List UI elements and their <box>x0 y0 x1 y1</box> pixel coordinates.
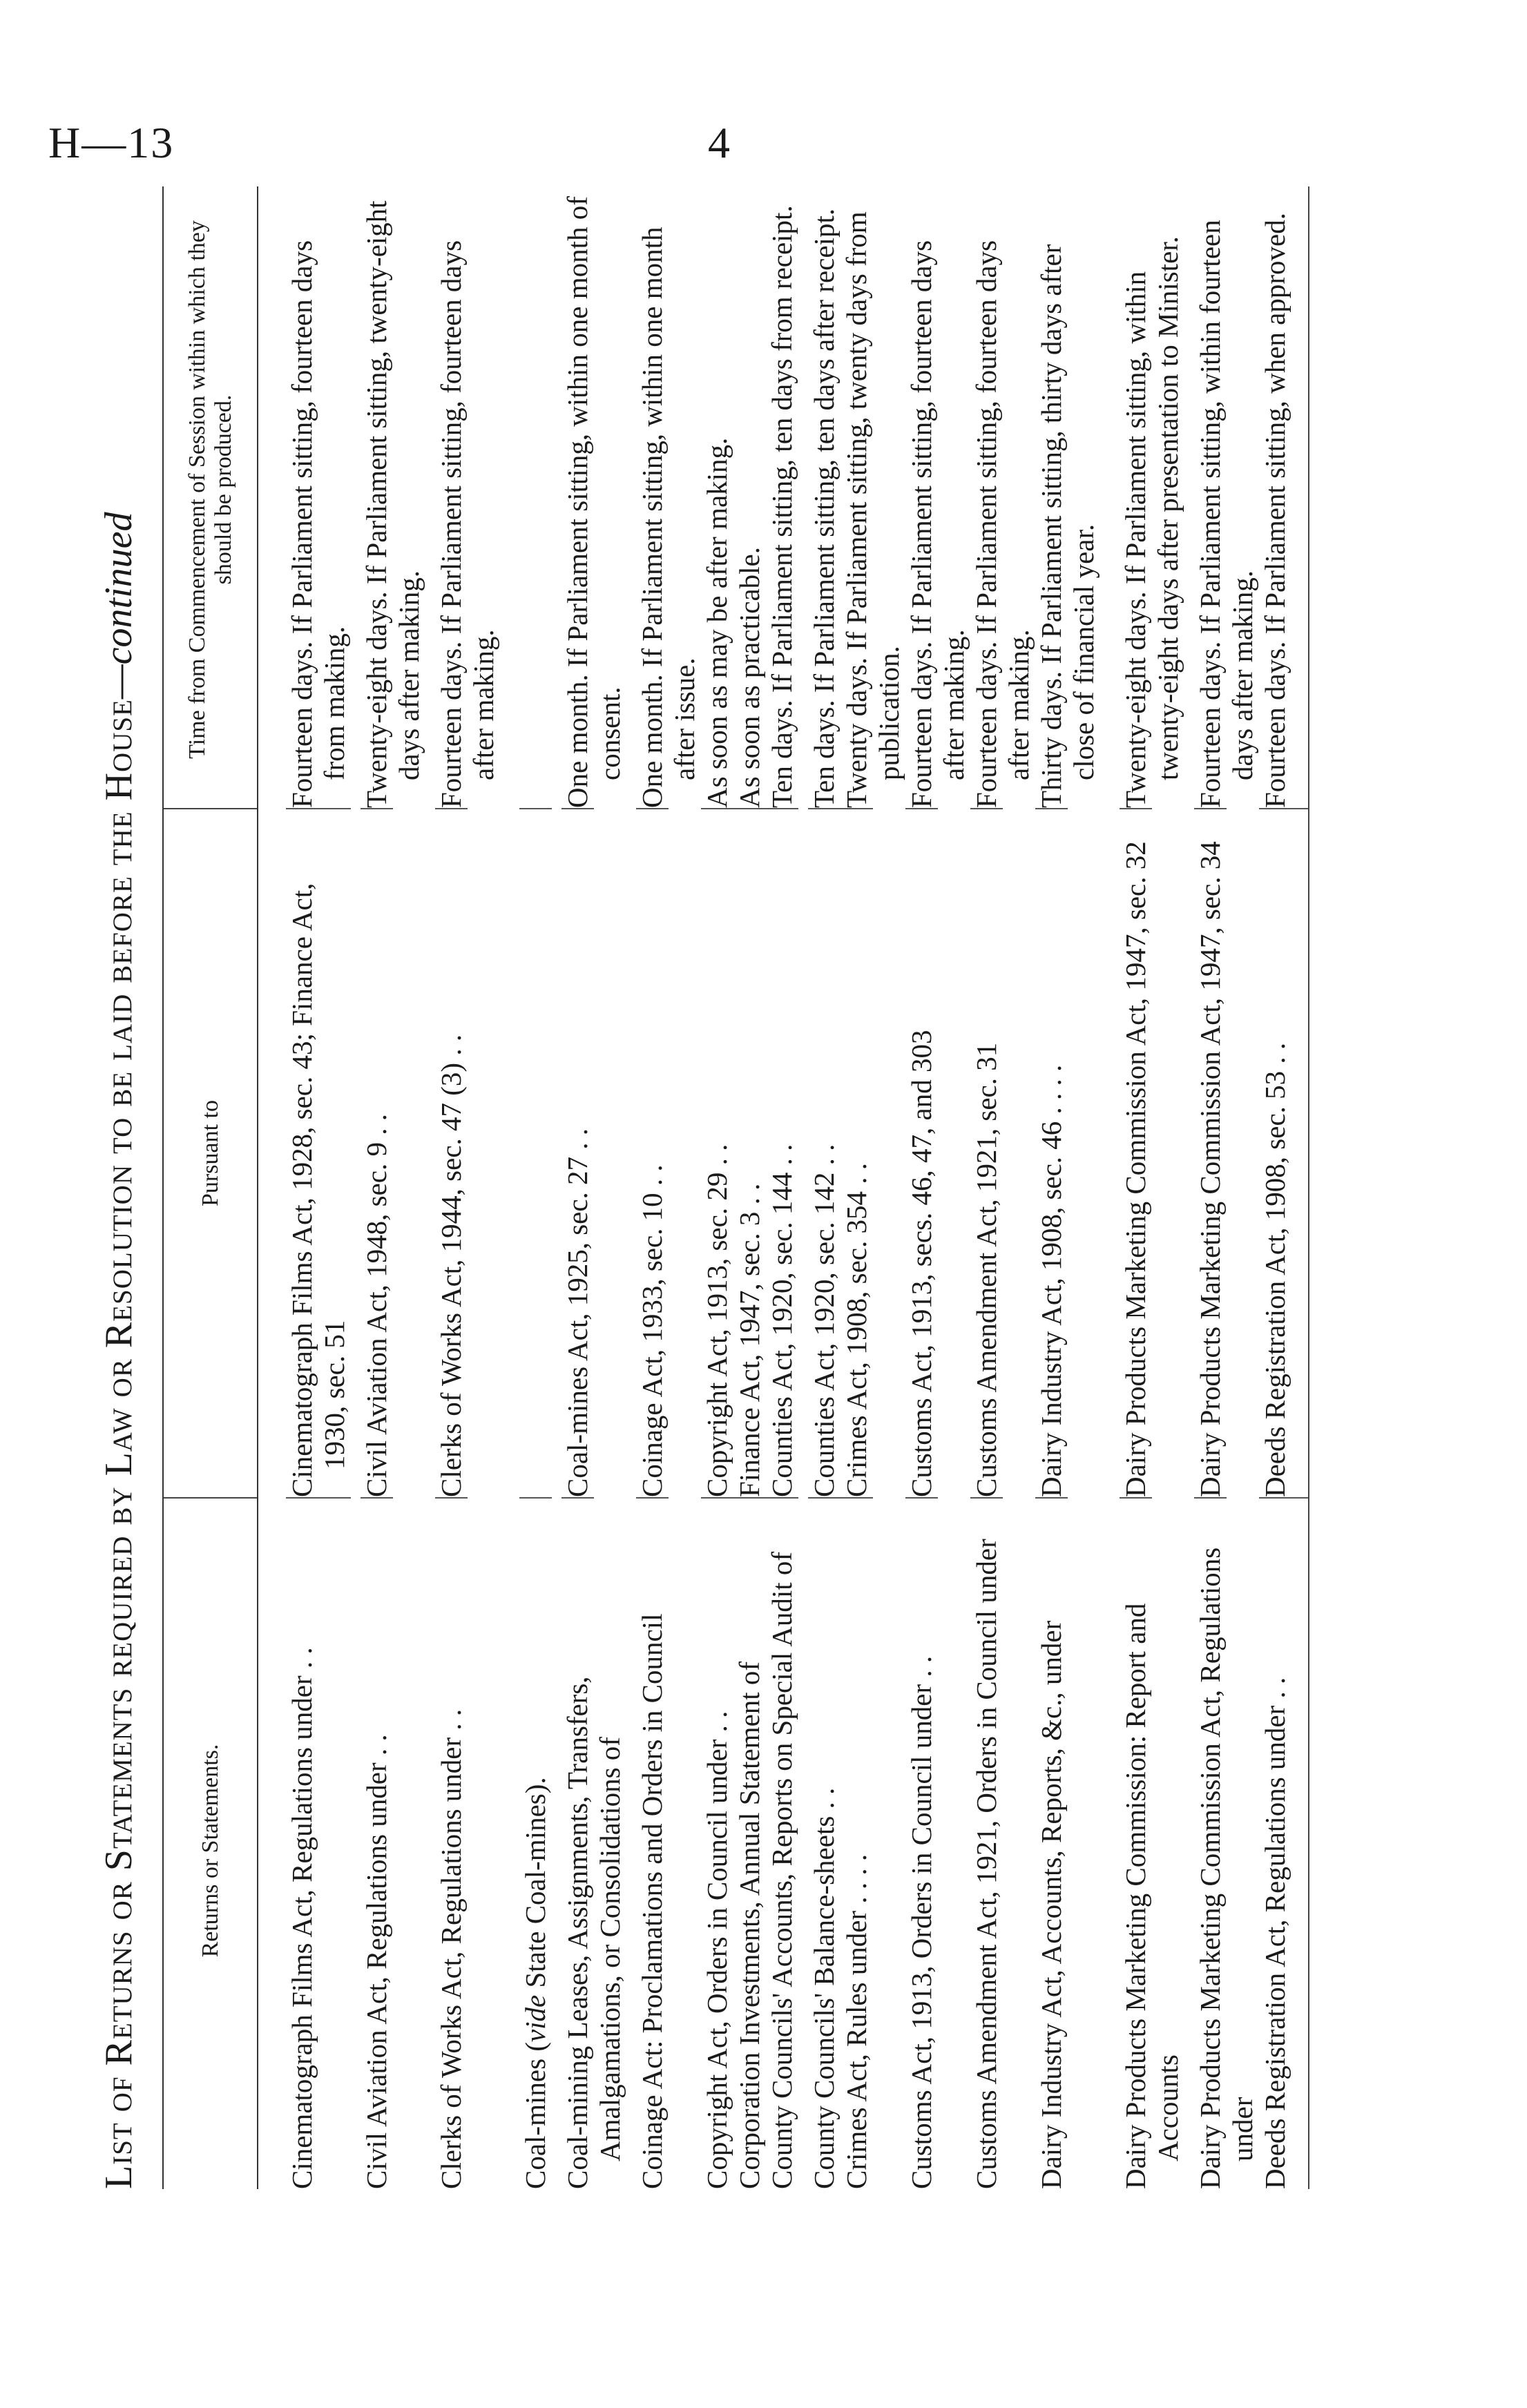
returns-cell: Dairy Products Marketing Commission Act, Regulations under <box>1194 1547 1258 2189</box>
time-cell: Ten days. If Parliament sitting, ten days from receipt. <box>766 205 798 808</box>
table-row <box>766 186 798 2189</box>
table-header <box>162 186 258 2189</box>
pursuant-cell: Dairy Products Marketing Commission Act, 1947, sec. 32 <box>1120 808 1152 1499</box>
table-row <box>841 186 905 2189</box>
pursuant-cell: Counties Act, 1920, sec. 144 . . <box>766 808 798 1499</box>
time-cell <box>519 186 552 808</box>
pursuant-cell: Counties Act, 1920, sec. 142 . . <box>808 808 841 1499</box>
table-row <box>701 186 733 2189</box>
pursuant-cell: Deeds Registration Act, 1908, sec. 53 . . <box>1259 808 1291 1499</box>
table-row <box>733 186 766 2189</box>
rotated-table-page <box>97 186 1409 2189</box>
table-row <box>1194 186 1259 2189</box>
table-row <box>636 186 701 2189</box>
time-cell: As soon as may be after making. <box>701 437 733 808</box>
time-cell: Thirty days. If Parliament sitting, thirty days after close of financial year. <box>1035 244 1099 808</box>
time-cell: Fourteen days. If Parliament sitting, fourteen days after making. <box>435 240 499 808</box>
time-cell: Fourteen days. If Parliament sitting, fourteen days from making. <box>286 240 350 808</box>
pursuant-cell: Dairy Industry Act, 1908, sec. 46 . . . . <box>1035 808 1068 1499</box>
pursuant-cell: Dairy Products Marketing Commission Act, 1947, sec. 34 <box>1194 808 1227 1499</box>
returns-cell: Corporation Investments, Annual Statement of <box>733 1661 765 2189</box>
returns-cell: Coal-mining Leases, Assignments, Transfers, Amalgamations, or Consolidations of <box>561 1676 626 2189</box>
pursuant-cell: Customs Amendment Act, 1921, sec. 31 <box>970 808 1003 1499</box>
returns-cell: Clerks of Works Act, Regulations under . . <box>435 1708 467 2189</box>
table-row <box>519 186 552 2189</box>
table-row <box>435 186 500 2189</box>
header-pursuant: Pursuant to <box>164 808 257 1499</box>
returns-cell: Deeds Registration Act, Regulations under . . <box>1259 1677 1291 2189</box>
returns-cell: County Councils' Accounts, Reports on Special Audit of <box>766 1551 798 2189</box>
page-title <box>97 186 141 2189</box>
time-cell: Fourteen days. If Parliament sitting, when approved. <box>1259 213 1291 808</box>
table-row <box>905 186 970 2189</box>
time-cell: Twenty-eight days. If Parliament sitting, twenty-eight days after making. <box>361 200 425 808</box>
time-cell: Twenty days. If Parliament sitting, twenty days from publication. <box>841 211 905 808</box>
table-row <box>970 186 1035 2189</box>
returns-cell: Customs Amendment Act, 1921, Orders in Council under <box>970 1539 1002 2189</box>
returns-cell: County Councils' Balance-sheets . . <box>808 1787 840 2189</box>
time-cell: Ten days. If Parliament sitting, ten days after receipt. <box>808 208 840 808</box>
time-cell: As soon as practicable. <box>733 547 765 808</box>
table-row <box>286 186 351 2189</box>
table-row <box>561 186 626 2189</box>
pursuant-cell <box>519 808 552 1499</box>
time-cell: Twenty-eight days. If Parliament sitting, within twenty-eight days after presentation to Minister. <box>1120 236 1184 808</box>
pursuant-cell: Civil Aviation Act, 1948, sec. 9 . . <box>361 808 393 1499</box>
pursuant-cell: Finance Act, 1947, sec. 3 . . <box>733 808 766 1499</box>
table-row <box>1120 186 1184 2189</box>
pursuant-cell: Coal-mines Act, 1925, sec. 27 . . <box>561 808 594 1499</box>
returns-cell: Cinematograph Films Act, Regulations under . . <box>286 1647 318 2189</box>
returns-cell: Dairy Industry Act, Accounts, Reports, &c., under <box>1035 1620 1067 2189</box>
returns-cell: Coinage Act: Proclamations and Orders in Council <box>636 1613 668 2189</box>
pursuant-cell: Customs Act, 1913, secs. 46, 47, and 303 <box>905 808 938 1499</box>
title-main: List of Returns or Statements required by Law or Resolution to be laid before the House <box>97 699 140 2189</box>
pursuant-cell: Clerks of Works Act, 1944, sec. 47 (3) . . <box>435 808 468 1499</box>
returns-cell: Dairy Products Marketing Commission: Report and Accounts <box>1120 1603 1184 2189</box>
returns-cell: Copyright Act, Orders in Council under . . <box>701 1711 733 2189</box>
table-row <box>1035 186 1100 2189</box>
pursuant-cell: Copyright Act, 1913, sec. 29 . . <box>701 808 733 1499</box>
time-cell: Fourteen days. If Parliament sitting, fourteen days after making. <box>905 240 970 808</box>
time-cell: One month. If Parliament sitting, within one month after issue. <box>636 227 700 808</box>
time-cell: Fourteen days. If Parliament sitting, fourteen days after making. <box>970 240 1035 808</box>
returns-cell: Customs Act, 1913, Orders in Council under . . <box>905 1655 937 2189</box>
pursuant-cell: Crimes Act, 1908, sec. 354 . . <box>841 808 873 1499</box>
returns-cell: Civil Aviation Act, Regulations under . . <box>361 1734 392 2189</box>
page-series: H—13 <box>48 118 175 167</box>
returns-cell: Crimes Act, Rules under . . . . <box>841 1853 872 2189</box>
time-cell: Fourteen days. If Parliament sitting, within fourteen days after making. <box>1194 220 1258 808</box>
returns-cell: Coal-mines (vide State Coal-mines). <box>519 1777 551 2189</box>
table-row <box>808 186 841 2189</box>
header-returns: Returns or Statements. <box>197 1744 223 1958</box>
page-number: 4 <box>708 118 730 167</box>
time-cell: One month. If Parliament sitting, within one month of consent. <box>561 196 626 808</box>
table-bottom-rule <box>1291 186 1309 2189</box>
returns-table <box>162 186 1309 2189</box>
title-continued: —continued <box>97 512 140 700</box>
pursuant-cell: Cinematograph Films Act, 1928, sec. 43; Finance Act, 1930, sec. 51 <box>286 808 351 1499</box>
header-time: Time from Commencement of Session within which they should be produced. <box>184 220 236 759</box>
table-row <box>361 186 425 2189</box>
pursuant-cell: Coinage Act, 1933, sec. 10 . . <box>636 808 669 1499</box>
table-row <box>1259 186 1291 2189</box>
